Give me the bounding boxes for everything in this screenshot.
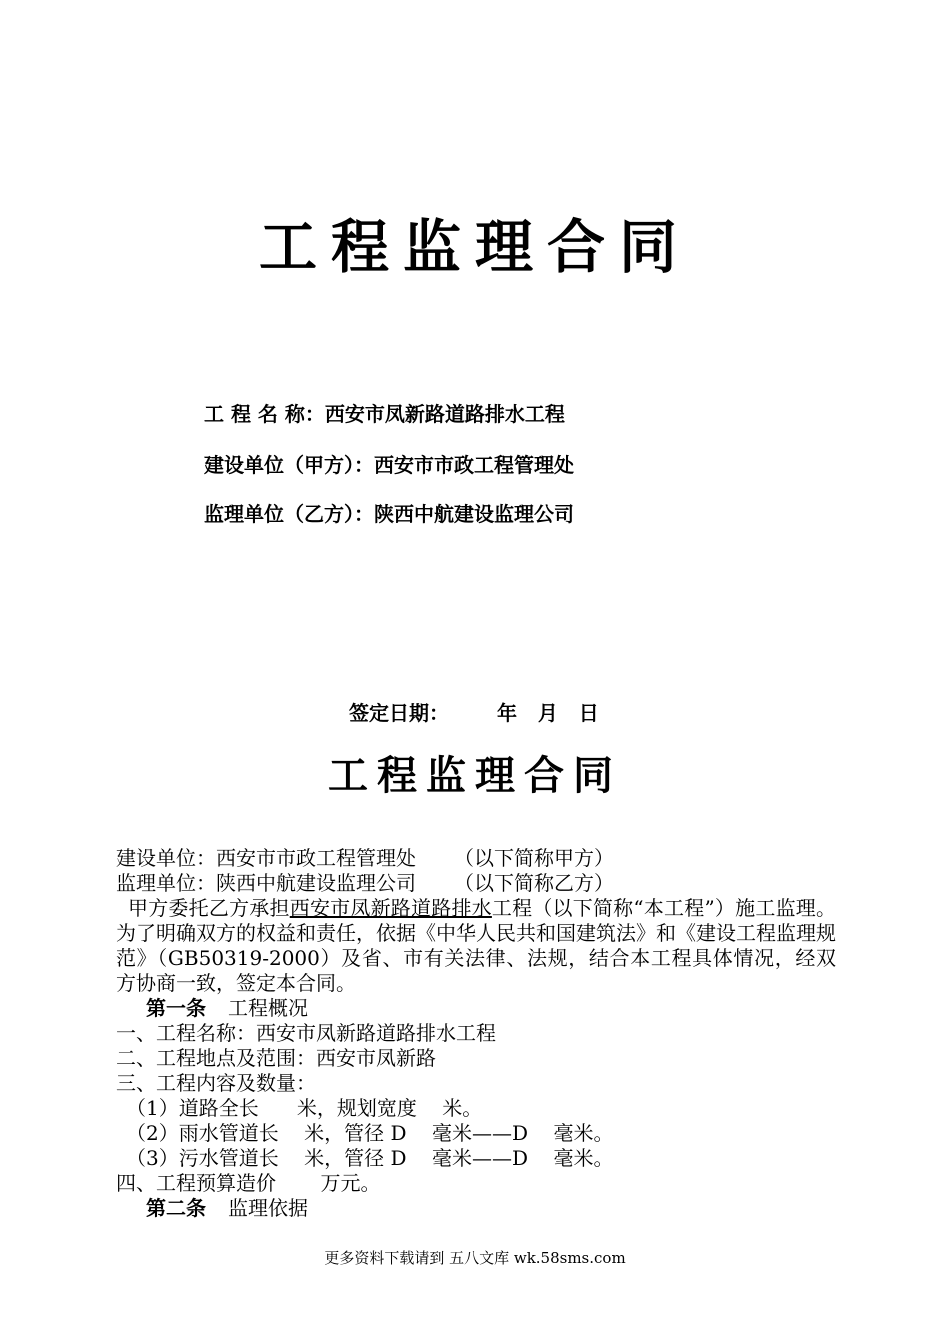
project-name-label: 工 程 名 称： — [204, 402, 325, 426]
sign-date-value: 年 月 日 — [497, 701, 599, 725]
party-b-line — [204, 498, 574, 527]
footer-link-text: 更多资料下载请到 五八文库 wk.58sms.com — [324, 1249, 626, 1267]
item-3: 三、工程内容及数量： — [116, 1071, 316, 1095]
party-b-value: 陕西中航建设监理公司 — [374, 502, 574, 526]
intro-paragraph: 甲方委托乙方承担西安市凤新路道路排水工程（以下简称“本工程”）施工监理。为了明确双方的权益和责任，依据《中华人民共和国建筑法》和《建设工程监理规范》（GB50319-2000）及省、市有关法律、法规，结合本工程具体情况，经双方协商一致，签定本合同。 — [116, 896, 837, 995]
sub-item-1: （1）道路全长 米，规划宽度 米。 — [126, 1096, 483, 1120]
sub-item-2: （2）雨水管道长 米，管径 D 毫米——D 毫米。 — [126, 1121, 614, 1145]
party-a-statement: 建设单位：西安市市政工程管理处 （以下简称甲方） — [116, 846, 614, 870]
party-b-statement: 监理单位：陕西中航建设监理公司 （以下简称乙方） — [116, 871, 614, 895]
contract-body — [116, 846, 836, 1221]
item-4: 四、工程预算造价 万元。 — [116, 1171, 381, 1195]
item-2: 二、工程地点及范围：西安市凤新路 — [116, 1046, 436, 1070]
sub-item-3: （3）污水管道长 米，管径 D 毫米——D 毫米。 — [126, 1146, 614, 1170]
project-name-line — [204, 398, 565, 427]
sign-date-line — [349, 697, 599, 726]
contract-title: 工程监理合同 — [328, 753, 622, 799]
party-a-line — [204, 449, 574, 478]
article-2-heading: 第二条 监理依据 — [146, 1196, 308, 1220]
party-a-label: 建设单位（甲方）： — [204, 453, 374, 477]
project-name-underlined: 西安市凤新路道路排水 — [289, 896, 492, 920]
party-b-label: 监理单位（乙方）： — [204, 502, 374, 526]
party-a-value: 西安市市政工程管理处 — [374, 453, 574, 477]
item-1: 一、工程名称：西安市凤新路道路排水工程 — [116, 1021, 496, 1045]
sign-date-label: 签定日期： — [349, 701, 449, 725]
cover-title: 工程监理合同 — [258, 213, 691, 281]
article-1-heading: 第一条 工程概况 — [146, 996, 308, 1020]
project-name-value: 西安市凤新路道路排水工程 — [324, 402, 565, 426]
